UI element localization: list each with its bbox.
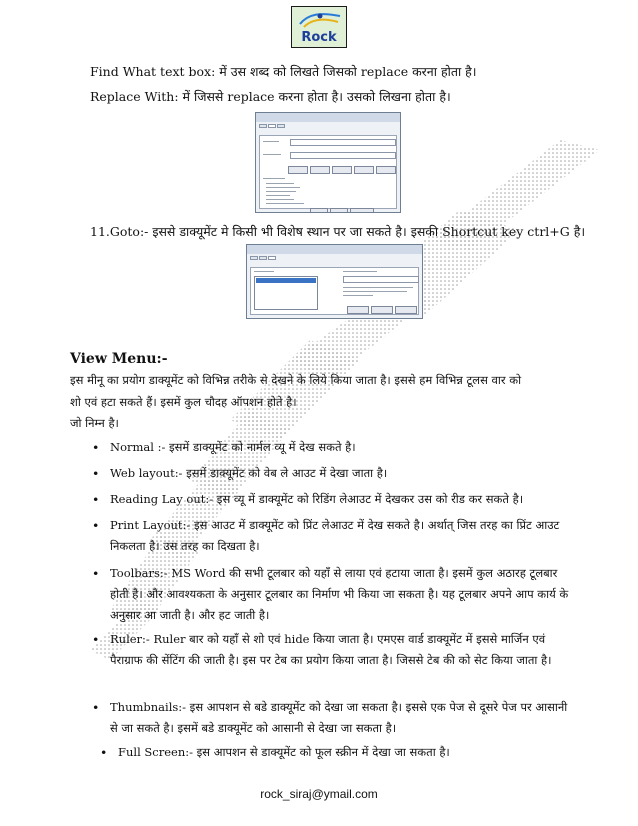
bullet-web-layout: Web layout:- इसमें डाक्यूमेंट को वेब ले आउट में देखा जाता है। — [110, 466, 388, 480]
find-what-line: Find What text box: में उस शब्द को लिखते जिसको replace करना होता है। — [90, 64, 477, 79]
bullet-marker: • — [92, 700, 100, 715]
bullet-ruler: Ruler:- Ruler बार को यहाँ से शो एवं hide किया जाता है। एमएस वार्ड डाक्यूमेंट में इससे मार्जिन एवं पैराग्राफ की सेंटिंग की जाती है। इस पर टेब का प्रयोग किया जाता है। जिससे टेब की को सेट किया जाता है। — [110, 632, 552, 667]
view-menu-heading: View Menu:- — [70, 351, 168, 367]
bullet-normal: Normal :- इसमें डाक्यूमेंट को नार्मल व्यू में देख सकते है। — [110, 440, 356, 454]
goto-dialog-image — [246, 244, 423, 319]
bullet-thumbnails: Thumbnails:- इस आपशन से बडे डाक्यूमेंट को देखा जा सकता है। इससे एक पेज से दूसरे पेज पर आसानी से जा सकते है। इसमें बडे डाक्यूमेंट को आसानी से देखा जा सकता है। — [110, 700, 568, 735]
bullet-marker: • — [92, 466, 100, 481]
bullet-toolbars: Toolbars:- MS Word की सभी टूलबार को यहाँ से लाया एवं हटाया जाता है। इसमें कुल अठारह टूलबार होती है। और आवश्यकता के अनुसार टूलबार का निर्माण भी किया जा सकता है। यह टूलबार अपने आप कार्य के अनुसार आ जाती है। और हट जाती है। — [110, 566, 569, 622]
runner-swoosh-icon — [298, 10, 342, 30]
bullet-full-screen: Full Screen:- इस आपशन से डाक्यूमेंट को फूल स्क्रीन में देखा जा सकता है। — [118, 745, 450, 759]
footer-email: rock_siraj@ymail.com — [260, 787, 378, 801]
bullet-reading-layout: Reading Lay out:- इस व्यू में डाक्यूमेंट को रिडिंग लेआउट में देखकर उस को रीड कर सकते है। — [110, 492, 524, 506]
bullet-marker: • — [92, 440, 100, 455]
bullet-marker: • — [92, 492, 100, 507]
bullet-print-layout: Print Layout:- इस आउट में डाक्यूमेंट को प्रिंट लेआउट में देख सकते है। अर्थात् जिस तरह का प्रिंट आउट निकलता है। उस तरह का दिखता है। — [110, 518, 560, 553]
goto-line: 11.Goto:- इससे डाक्यूमेंट मे किसी भी विशेष स्थान पर जा सकते है। इसकी Shortcut key ctrl+G है। — [90, 224, 586, 239]
replace-with-line: Replace With: में जिससे replace करना होता है। उसको लिखना होता है। — [90, 89, 451, 104]
view-menu-intro-line-3: जो निम्न है। — [70, 416, 119, 430]
view-menu-intro-line-1: इस मीनू का प्रयोग डाक्यूमेंट को विभिन्न तरीके से देखने के लिये किया जाता है। इससे हम विभिन्न टूलस वार को — [70, 373, 522, 387]
bullet-marker: • — [92, 632, 100, 647]
view-menu-intro-line-2: शो एवं हटा सकते हैं। इसमें कुल चौदह ऑपशन होते है। — [70, 395, 297, 409]
logo-text: Rock — [301, 30, 337, 45]
bullet-marker: • — [92, 518, 100, 533]
bullet-marker: • — [100, 745, 108, 760]
bullet-marker: • — [92, 566, 100, 581]
rock-logo — [291, 6, 347, 48]
find-replace-dialog-image — [255, 112, 401, 213]
